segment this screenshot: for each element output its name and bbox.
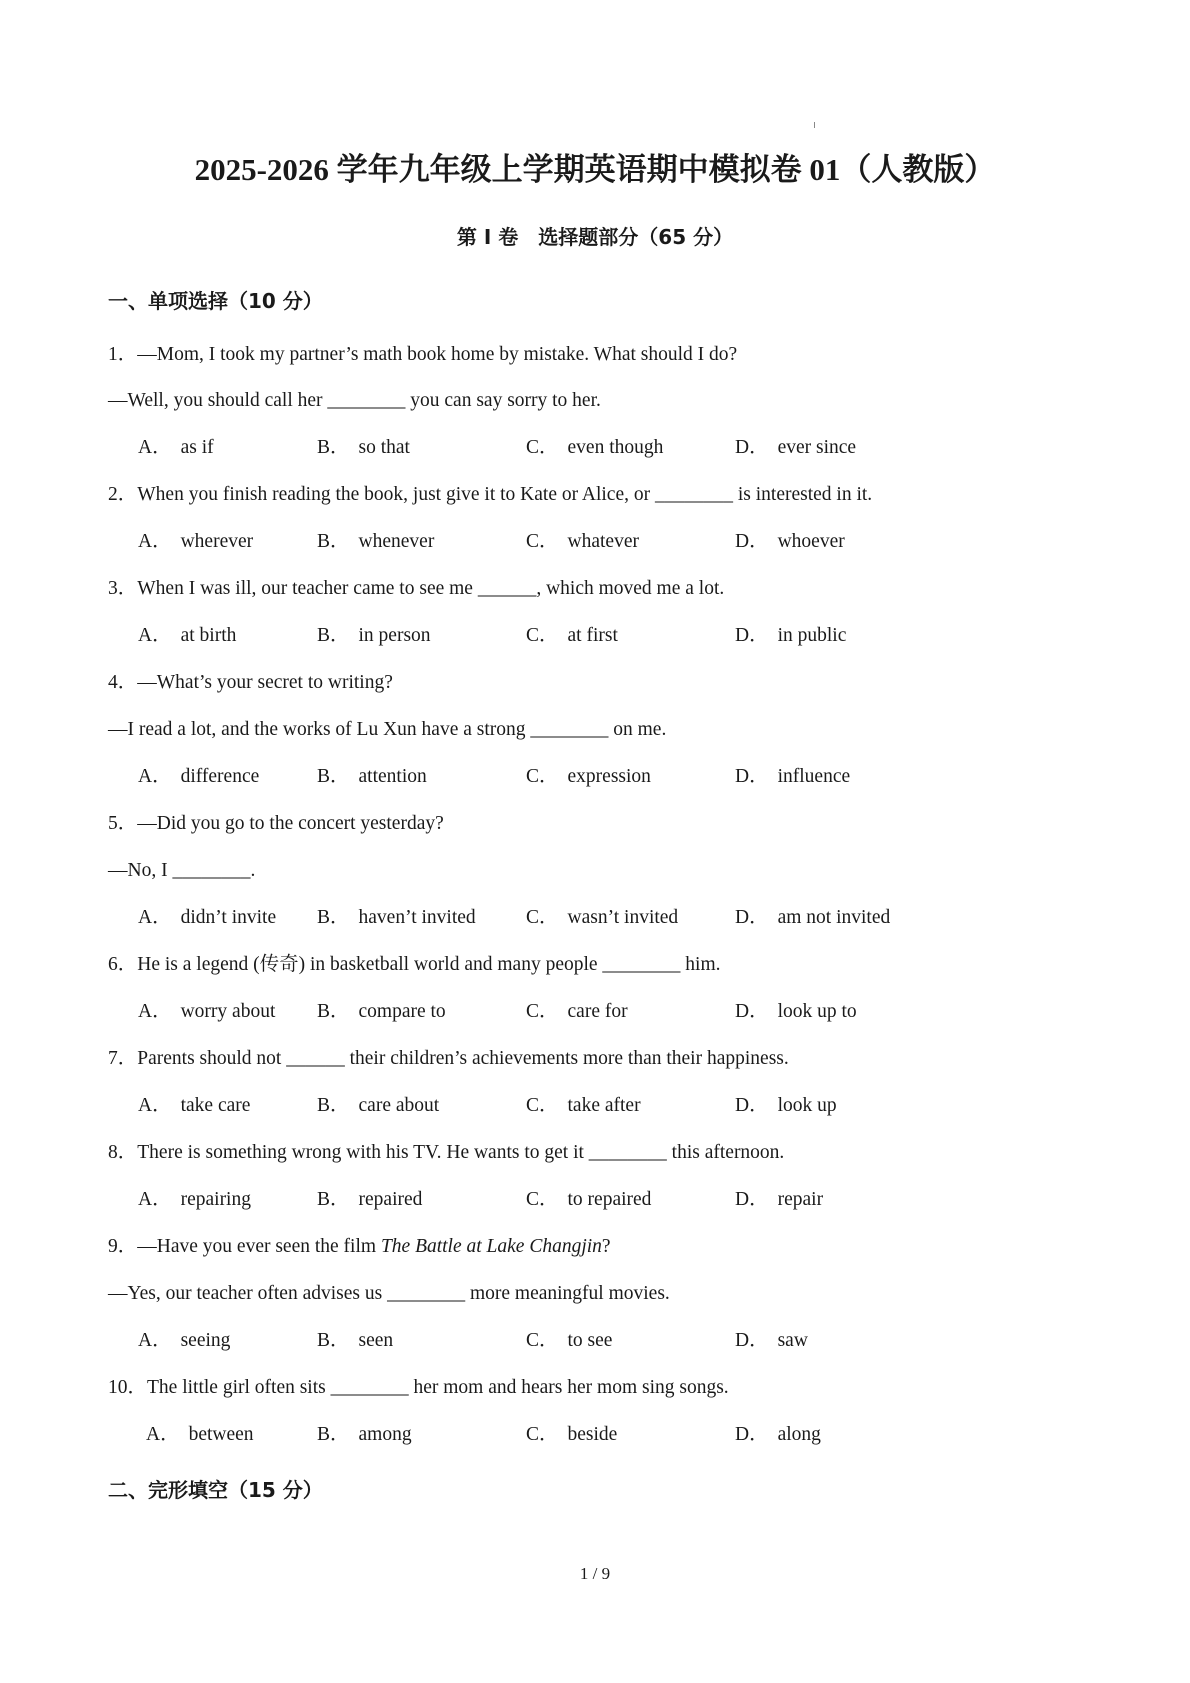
option-c[interactable]: C． expression xyxy=(526,766,651,787)
option-a[interactable]: A． worry about xyxy=(138,1001,276,1022)
question-1-line-2: —Well, you should call her ________ you can say sorry to her. xyxy=(108,390,601,411)
option-c[interactable]: C． take after xyxy=(526,1095,641,1116)
film-title: The Battle at Lake Changjin xyxy=(380,1236,602,1257)
option-a[interactable]: A． didn’t invite xyxy=(138,907,277,928)
question-5-line-2: —No, I ________. xyxy=(108,860,256,881)
question-1 xyxy=(108,340,737,370)
question-number: 3． xyxy=(108,578,138,599)
question-number: 7． xyxy=(108,1048,138,1069)
section-heading-cloze: 二、完形填空（15 分） xyxy=(108,1478,323,1502)
option-d[interactable]: D． saw xyxy=(735,1330,808,1351)
part-label: 第 I 卷 xyxy=(456,225,519,249)
option-a[interactable]: A． seeing xyxy=(138,1330,231,1351)
question-text: —Did you go to the concert yesterday? xyxy=(137,813,444,834)
option-c[interactable]: C． to repaired xyxy=(526,1189,652,1210)
question-number: 4． xyxy=(108,672,138,693)
option-d[interactable]: D． along xyxy=(735,1424,821,1445)
option-c[interactable]: C． wasn’t invited xyxy=(526,907,679,928)
option-d[interactable]: D． ever since xyxy=(735,437,857,458)
option-b[interactable]: B． attention xyxy=(317,766,427,787)
question-text: Parents should not ______ their children’s achievements more than their happiness. xyxy=(137,1048,789,1069)
option-d[interactable]: D． am not invited xyxy=(735,907,891,928)
option-d[interactable]: D． whoever xyxy=(735,531,845,552)
option-a[interactable]: A． repairing xyxy=(138,1189,251,1210)
option-d[interactable]: D． look up xyxy=(735,1095,837,1116)
question-number: 2． xyxy=(108,484,138,505)
question-text: He is a legend (传奇) in basketball world and many people ________ him. xyxy=(137,954,721,975)
question-4-line-2: —I read a lot, and the works of Lu Xun have a strong ________ on me. xyxy=(108,719,667,740)
option-a[interactable]: A． wherever xyxy=(138,531,254,552)
option-c[interactable]: C． at first xyxy=(526,625,618,646)
option-c[interactable]: C． even though xyxy=(526,437,664,458)
option-c[interactable]: C． care for xyxy=(526,1001,628,1022)
option-a[interactable]: A． as if xyxy=(138,437,214,458)
question-number: 6． xyxy=(108,954,138,975)
question-suffix: ? xyxy=(601,1236,611,1257)
option-b[interactable]: B． whenever xyxy=(317,531,435,552)
question-text: —What’s your secret to writing? xyxy=(137,672,393,693)
question-text: There is something wrong with his TV. He wants to get it ________ this afternoon. xyxy=(137,1142,785,1163)
page-title: 2025-2026 学年九年级上学期英语期中模拟卷 01（人教版） xyxy=(194,152,996,187)
question-5 xyxy=(108,809,444,839)
question-2 xyxy=(108,480,872,510)
section-heading-single-choice: 一、单项选择（10 分） xyxy=(108,289,323,313)
option-c[interactable]: C． to see xyxy=(526,1330,613,1351)
question-10 xyxy=(108,1373,729,1403)
question-number: 1． xyxy=(108,344,138,365)
question-number: 9． xyxy=(108,1236,138,1257)
option-b[interactable]: B． in person xyxy=(317,625,431,646)
option-a[interactable]: A． at birth xyxy=(138,625,237,646)
option-b[interactable]: B． so that xyxy=(317,437,410,458)
option-c[interactable]: C． whatever xyxy=(526,531,639,552)
option-b[interactable]: B． care about xyxy=(317,1095,440,1116)
option-b[interactable]: B． among xyxy=(317,1424,412,1445)
question-number: 10． xyxy=(108,1377,148,1398)
question-3 xyxy=(108,574,724,604)
option-d[interactable]: D． in public xyxy=(735,625,847,646)
question-text: —Have you ever seen the film xyxy=(137,1236,381,1257)
question-9 xyxy=(108,1232,611,1262)
part-heading xyxy=(0,222,1190,252)
question-text: When I was ill, our teacher came to see me ______, which moved me a lot. xyxy=(137,578,725,599)
option-b[interactable]: B． compare to xyxy=(317,1001,446,1022)
page-number: 1 / 9 xyxy=(579,1564,611,1583)
option-a[interactable]: A． take care xyxy=(138,1095,251,1116)
option-d[interactable]: D． look up to xyxy=(735,1001,857,1022)
option-d[interactable]: D． influence xyxy=(735,766,851,787)
option-a[interactable]: A． difference xyxy=(138,766,260,787)
question-number: 8． xyxy=(108,1142,138,1163)
option-d[interactable]: D． repair xyxy=(735,1189,824,1210)
option-c[interactable]: C． beside xyxy=(526,1424,618,1445)
question-4 xyxy=(108,668,393,698)
question-9-line-2: —Yes, our teacher often advises us ________ more meaningful movies. xyxy=(108,1283,670,1304)
option-b[interactable]: B． seen xyxy=(317,1330,394,1351)
question-6 xyxy=(108,950,721,980)
question-7 xyxy=(108,1044,789,1074)
question-8 xyxy=(108,1138,784,1168)
option-b[interactable]: B． repaired xyxy=(317,1189,423,1210)
print-mark xyxy=(814,122,815,128)
question-text: —Mom, I took my partner’s math book home by mistake. What should I do? xyxy=(137,344,738,365)
question-number: 5． xyxy=(108,813,138,834)
option-a[interactable]: A． between xyxy=(146,1424,254,1445)
question-text: When you finish reading the book, just give it to Kate or Alice, or ________ is interested in it. xyxy=(137,484,873,505)
option-b[interactable]: B． haven’t invited xyxy=(317,907,476,928)
part-text: 选择题部分（65 分） xyxy=(538,225,734,249)
question-text: The little girl often sits ________ her mom and hears her mom sing songs. xyxy=(147,1377,729,1398)
